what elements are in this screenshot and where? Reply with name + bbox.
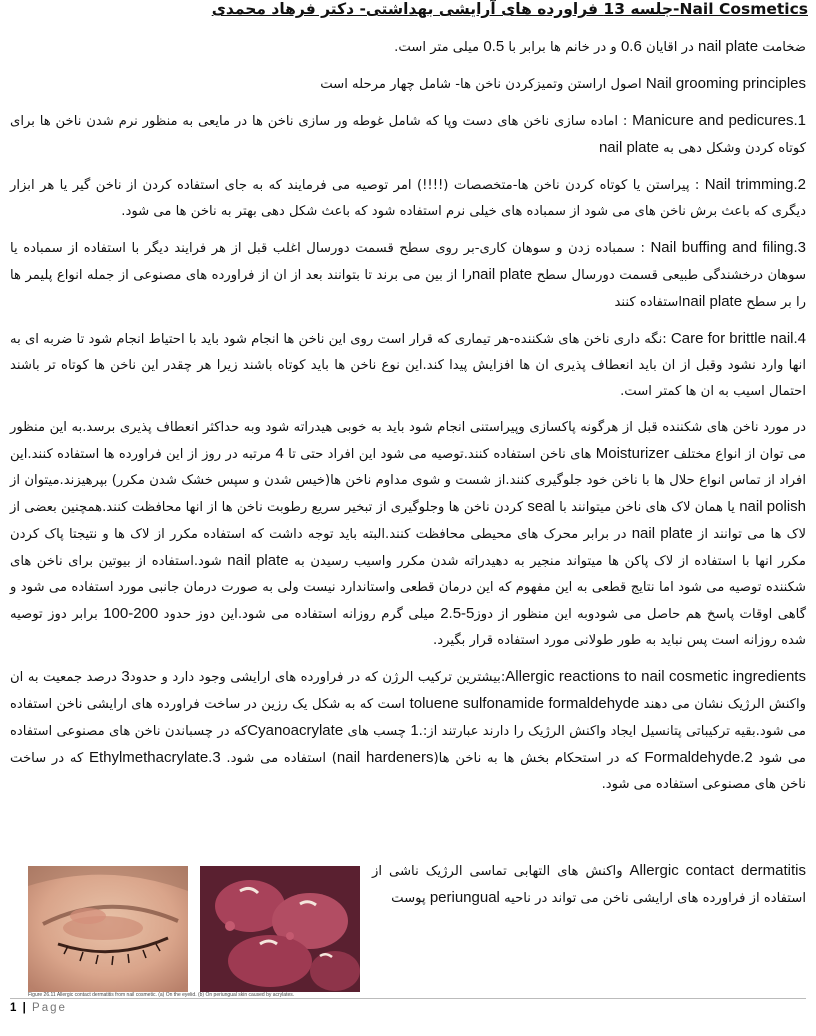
paragraph — [10, 108, 806, 162]
english-term: periungual — [429, 889, 500, 906]
page-label: Page — [32, 1002, 67, 1014]
periungual-dermatitis-photo — [200, 866, 360, 992]
text-run: میلی گرم روزانه استفاده می شود.این دوز حدود — [158, 607, 441, 622]
text-run: که در چسباندن ناخن های مصنوعی استفاده می شود — [10, 724, 806, 766]
english-term: nail plate — [698, 38, 759, 55]
text-run: واکنش های التهابی تماسی الرژیک ناشی از استفاده از فراورده های ارایشی ناخن می تواند در ناحیه — [372, 864, 806, 906]
english-term: nail plate — [598, 139, 659, 156]
text-run: های ناخن استفاده کنند.توصیه می شود این افراد حتی تا — [283, 447, 596, 462]
text-run: کردن ناخن ها وجلوگیری از تبخیر سریع رطوبت ناخن ها از انها محافظت کنند.همچنین بعضی از لاک ها می توانند از — [10, 500, 806, 542]
english-term: nail plate — [682, 293, 743, 310]
english-term: 2.5-5 — [440, 605, 475, 622]
english-term: 4 — [275, 445, 284, 462]
paragraph — [10, 415, 806, 654]
english-term: Formaldehyde.2 — [644, 749, 753, 766]
english-term: Moisturizer — [595, 445, 670, 462]
paragraph — [10, 235, 806, 316]
english-term: Manicure and pedicures.1 — [632, 112, 806, 129]
text-run: استفاده کنند — [614, 295, 683, 310]
text-run: : اماده سازی ناخن های دست وپا که شامل غوطه ور سازی ناخن ها در مایعی به منظور نرم شدن ناخن ها برای کوتاه کردن وشکل دهی به — [10, 114, 806, 156]
text-run: در برابر محرک های محیطی محافظت کنند.البته باید توجه داشت که استفاده مکرر از لاک ها و نتیجتا پاک کردن مکرر انها با استفاده از لاک پاکن ها میتواند منجیر به دهیدراته شدن مکرر واسیب رسیدن به — [10, 527, 806, 569]
text-run: را از بین می برند تا بتوانند بعد از ان از فراورده های مصنوعی از جمله انواع پلیمر ها را بر سطح — [10, 268, 806, 310]
english-term: Ethylmethacrylate.3 — [88, 749, 221, 766]
paragraph — [10, 71, 806, 98]
text-run: میلی متر است. — [394, 40, 484, 55]
paragraph — [10, 172, 806, 225]
text-run: در مورد ناخن های شکننده قبل از هرگونه پاکسازی وپیراستنی انجام شود باید به خوبی هیدراته شود وبه حداکثر انعطاف پذیری برسد.به این منظور می توان از انواع مختلف — [10, 420, 806, 462]
figure — [28, 866, 364, 1001]
text-run: شود.استفاده از بیوتین برای ناخن های شکننده توصیه می شود اما نتایج قطعی به این مفهوم که این درمان قطعی واستاندارد نیست ولی به صورت درمان جانبی مورد استفاده می شود و گاهی اوقات پاسخ هم حاصل می شودوبه این منظور از دوز — [10, 554, 806, 622]
paragraph — [372, 858, 806, 912]
side-text — [372, 858, 806, 922]
text-run: :بیشترین ترکیب الرژن که در فراورده های ارایشی وجود دارد و حدود — [129, 670, 506, 685]
english-term: Care for brittle nail.4 — [670, 330, 807, 347]
english-term: nail polish — [739, 498, 806, 515]
english-term: Cyanoacrylate — [247, 722, 344, 739]
paragraph — [10, 326, 806, 405]
text-run: یا همان لاک های ناخن میتوانند با — [554, 500, 740, 515]
english-term: 0.5 — [483, 38, 505, 55]
text-run: :نگه داری ناخن های شکننده-هر تیماری که قرار است روی این ناخن ها انجام شود باید با احتیاط انجام شود تا ضربه ای به انها وارد نشود وقبل از ان باید انعطاف پذیری ان ها افزایش پیدا کند.این نوع ناخن ها باید کوتاه باشند زیرا هر چقدر این ناخن ها کوتاه تر باشند احتمال اسیب به ان ها کمتر است. — [10, 332, 806, 399]
text-run: اصول اراستن وتمیزکردن ناخن ها- شامل چهار مرحله است — [320, 77, 646, 92]
text-run: درصد جمعیت به ان واکنش الرژیک نشان می دهند — [10, 670, 806, 712]
text-run: چسب های — [343, 724, 411, 739]
english-term: 0.6 — [620, 38, 642, 55]
english-term: nail hardeners — [336, 749, 434, 766]
text-run: پوست — [391, 891, 430, 906]
english-term: Nail buffing and filing.3 — [650, 239, 806, 256]
english-term: nail plate — [227, 552, 289, 569]
text-run: است که به شکل یک رزین در ساخت فراورده های ارایشی ناخن استفاده می شود.بقیه ترکیباتی پتانسیل ایجاد واکنش الرژیک را دارند عبارتند از: — [10, 697, 806, 739]
footer-divider — [10, 998, 806, 999]
english-term: 3 — [121, 668, 130, 685]
english-term: nail plate — [631, 525, 693, 542]
english-term: Nail trimming.2 — [704, 176, 806, 193]
english-term: 100-200 — [103, 605, 159, 622]
eyelid-dermatitis-photo — [28, 866, 188, 992]
english-term: seal — [527, 498, 555, 515]
paragraph — [10, 664, 806, 798]
text-run: که در استحکام بخش ها به ناخن ها( — [433, 751, 645, 766]
text-run: در اقایان — [641, 40, 699, 55]
english-term: toluene sulfonamide formaldehyde — [409, 695, 640, 712]
english-term: Allergic contact dermatitis — [629, 862, 807, 879]
text-run: که در ساخت ناخن های مصنوعی استفاده می شود. — [10, 751, 806, 792]
page-title: Nail Cosmetics-جلسه 13 فراورده های آرایشی بهداشتی- دکتر فرهاد محمدی — [211, 0, 808, 18]
footer-separator: | — [22, 1002, 26, 1014]
text-run: : پیراستن یا کوتاه کردن ناخن ها-متخصصات (!!!!) امر توصیه می فرمایند که به جای استفاده کردن از ناخن گیر یا هر ابزار دیگری که باعث برش ناخن های می شود از سمباده های خیلی نرم استفاده شود که باعث شکل دهی بهتر به ناخن ها می شود. — [10, 178, 806, 219]
text-run: : سمباده زدن و سوهان کاری-بر روی سطح قسمت دورسال اغلب قبل از هر فرایند دیگر با استفاده از سمباده یا سوهان درخشندگی طبیعی قسمت دورسال سطح — [10, 241, 806, 283]
english-term: nail plate — [471, 266, 533, 283]
text-run: ضخامت — [758, 40, 806, 55]
page-number: 1 — [10, 1002, 17, 1014]
paragraph — [10, 34, 806, 61]
english-term: Nail grooming principles — [645, 75, 806, 92]
english-term: 1. — [410, 722, 423, 739]
english-term: Allergic reactions to nail cosmetic ingredients — [505, 668, 806, 685]
text-run: و در خانم ها برابر با — [504, 40, 621, 55]
main-text — [10, 34, 806, 808]
text-run: برابر دوز توصیه شده روزانه است پس نباید به طور طولانی مورد استفاده قرار بگیرد. — [10, 607, 806, 648]
page-footer — [10, 1002, 67, 1014]
figure-caption: Figure 26.11 Allergic contact dermatitis from nail cosmetic. (a) On the eyelid. (b) On periungual skin caused by acrylates. — [28, 992, 295, 998]
text-run: ) استفاده می شود. — [220, 751, 337, 766]
text-run: مرتبه در روز از این فراورده ها استفاده کنند.این افراد از تماس انواع حلال ها با ناخن خود جلوگیری کنند.از شست و شوی مداوم ناخن ها(خیس شدن و سپس خشک شدن مکرر) بپرهیزند.میتوان از — [10, 447, 806, 488]
